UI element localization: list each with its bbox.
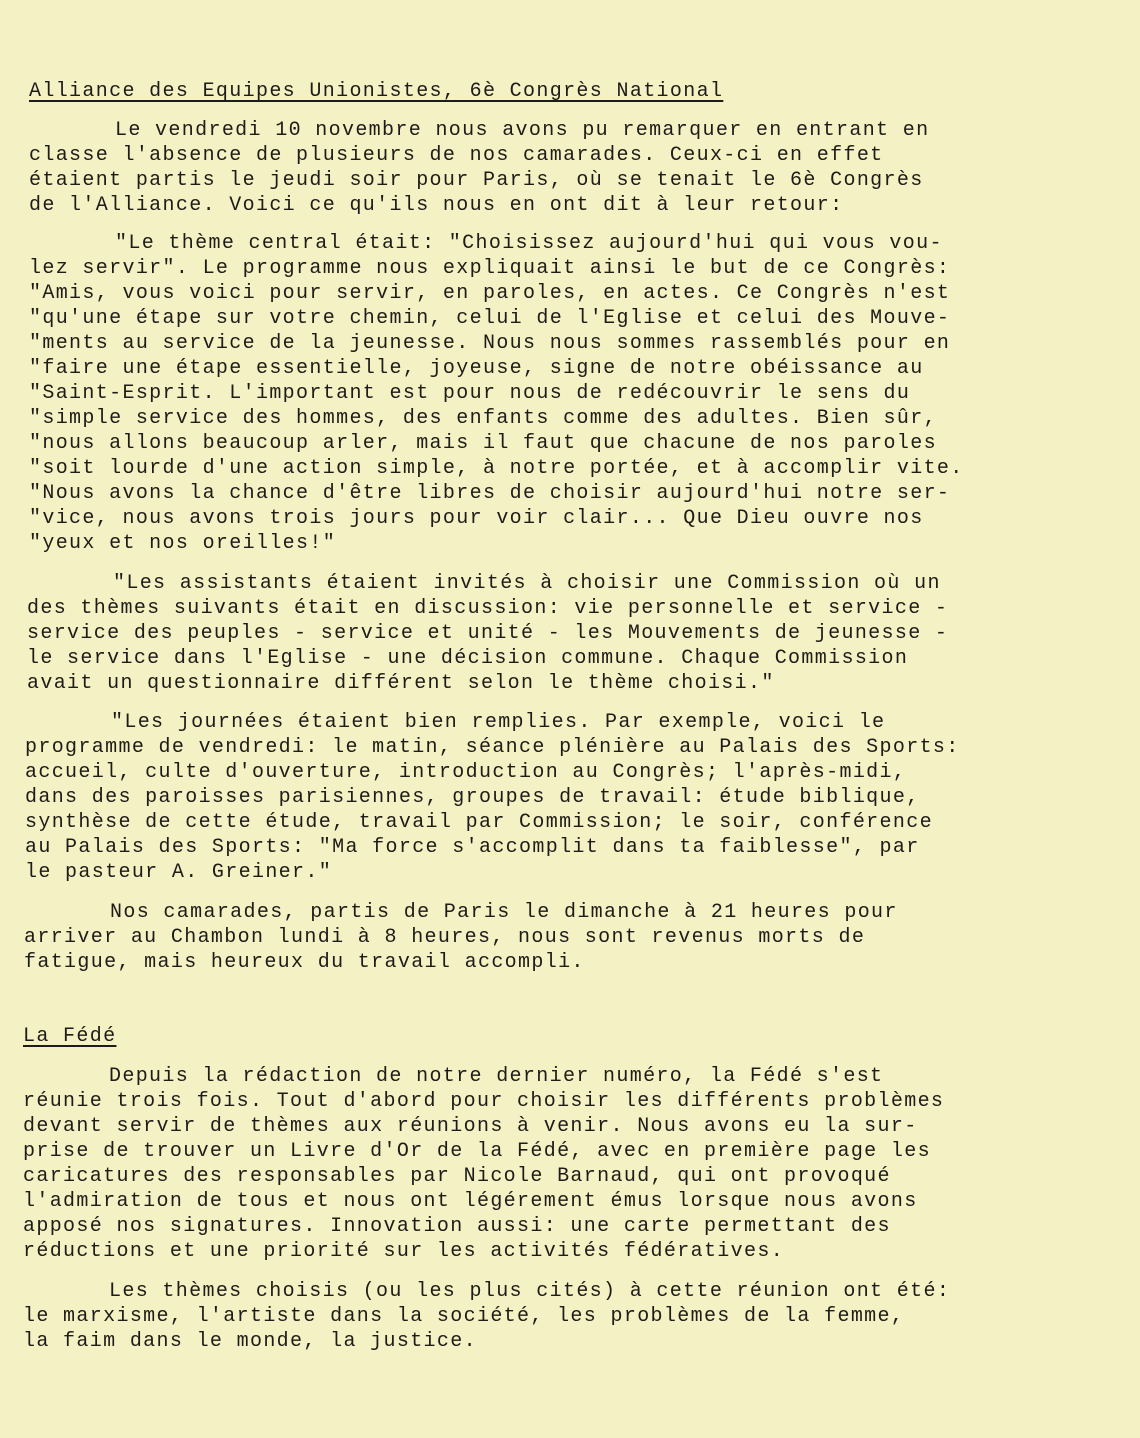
text-line: étaient partis le jeudi soir pour Paris, où se tenait le 6è Congrès: [29, 169, 924, 192]
text-line: prise de trouver un Livre d'Or de la Fédé, avec en première page les: [23, 1140, 931, 1163]
text-line: Depuis la rédaction de notre dernier numéro, la Fédé s'est: [109, 1065, 884, 1088]
text-line: caricatures des responsables par Nicole Barnaud, qui ont provoqué: [23, 1165, 891, 1188]
text-line: "Les assistants étaient invités à choisir une Commission où un: [113, 572, 941, 595]
text-line: devant servir de thèmes aux réunions à venir. Nous avons eu la sur-: [23, 1115, 918, 1138]
text-line: réunie trois fois. Tout d'abord pour choisir les différents problèmes: [23, 1090, 945, 1113]
text-line: "Nous avons la chance d'être libres de choisir aujourd'hui notre ser-: [29, 482, 951, 505]
text-line: "Amis, vous voici pour servir, en paroles, en actes. Ce Congrès n'est: [29, 282, 951, 305]
text-line: le marxisme, l'artiste dans la société, les problèmes de la femme,: [23, 1305, 905, 1328]
text-line: "Saint-Esprit. L'important est pour nous de redécouvrir le sens du: [29, 382, 911, 405]
text-line: programme de vendredi: le matin, séance plénière au Palais des Sports:: [25, 736, 960, 759]
text-line: "soit lourde d'une action simple, à notre portée, et à accomplir vite.: [29, 457, 964, 480]
text-line: "yeux et nos oreilles!": [29, 532, 337, 555]
text-line: arriver au Chambon lundi à 8 heures, nous sont revenus morts de: [24, 926, 866, 949]
text-line: accueil, culte d'ouverture, introduction au Congrès; l'après-midi,: [25, 761, 907, 784]
section-title-alliance: Alliance des Equipes Unionistes, 6è Congrès National: [29, 80, 724, 103]
text-line: "Le thème central était: "Choisissez aujourd'hui qui vous vou-: [115, 232, 943, 255]
section-title-fede: La Fédé: [23, 1025, 117, 1048]
text-line: le service dans l'Eglise - une décision commune. Chaque Commission: [27, 647, 909, 670]
text-line: "qu'une étape sur votre chemin, celui de l'Eglise et celui des Mouve-: [29, 307, 951, 330]
text-line: Nos camarades, partis de Paris le dimanche à 21 heures pour: [110, 901, 898, 924]
text-line: service des peuples - service et unité - les Mouvements de jeunesse -: [27, 622, 949, 645]
text-line: Le vendredi 10 novembre nous avons pu remarquer en entrant en: [115, 119, 930, 142]
text-line: Les thèmes choisis (ou les plus cités) à cette réunion ont été:: [109, 1280, 951, 1303]
text-line: avait un questionnaire différent selon le thème choisi.": [27, 672, 775, 695]
text-line: de l'Alliance. Voici ce qu'ils nous en ont dit à leur retour:: [29, 194, 844, 217]
text-line: "nous allons beaucoup arler, mais il faut que chacune de nos paroles: [29, 432, 937, 455]
text-line: réductions et une priorité sur les activités fédératives.: [23, 1240, 785, 1263]
text-line: dans des paroisses parisiennes, groupes de travail: étude biblique,: [25, 786, 920, 809]
text-line: des thèmes suivants était en discussion: vie personnelle et service -: [27, 597, 949, 620]
text-line: lez servir". Le programme nous expliquait ainsi le but de ce Congrès:: [29, 257, 951, 280]
text-line: fatigue, mais heureux du travail accompli.: [24, 951, 585, 974]
text-line: le pasteur A. Greiner.": [25, 861, 333, 884]
text-line: classe l'absence de plusieurs de nos camarades. Ceux-ci en effet: [29, 144, 884, 167]
text-line: "ments au service de la jeunesse. Nous nous sommes rassemblés pour en: [29, 332, 951, 355]
text-line: l'admiration de tous et nous ont légérement émus lorsque nous avons: [23, 1190, 918, 1213]
text-line: "vice, nous avons trois jours pour voir clair... Que Dieu ouvre nos: [29, 507, 924, 530]
text-line: "faire une étape essentielle, joyeuse, signe de notre obéissance au: [29, 357, 924, 380]
text-line: synthèse de cette étude, travail par Commission; le soir, conférence: [25, 811, 933, 834]
text-line: apposé nos signatures. Innovation aussi: une carte permettant des: [23, 1215, 891, 1238]
text-line: "simple service des hommes, des enfants comme des adultes. Bien sûr,: [29, 407, 937, 430]
text-line: "Les journées étaient bien remplies. Par exemple, voici le: [111, 711, 886, 734]
text-line: au Palais des Sports: "Ma force s'accomplit dans ta faiblesse", par: [25, 836, 920, 859]
text-line: la faim dans le monde, la justice.: [23, 1330, 477, 1353]
